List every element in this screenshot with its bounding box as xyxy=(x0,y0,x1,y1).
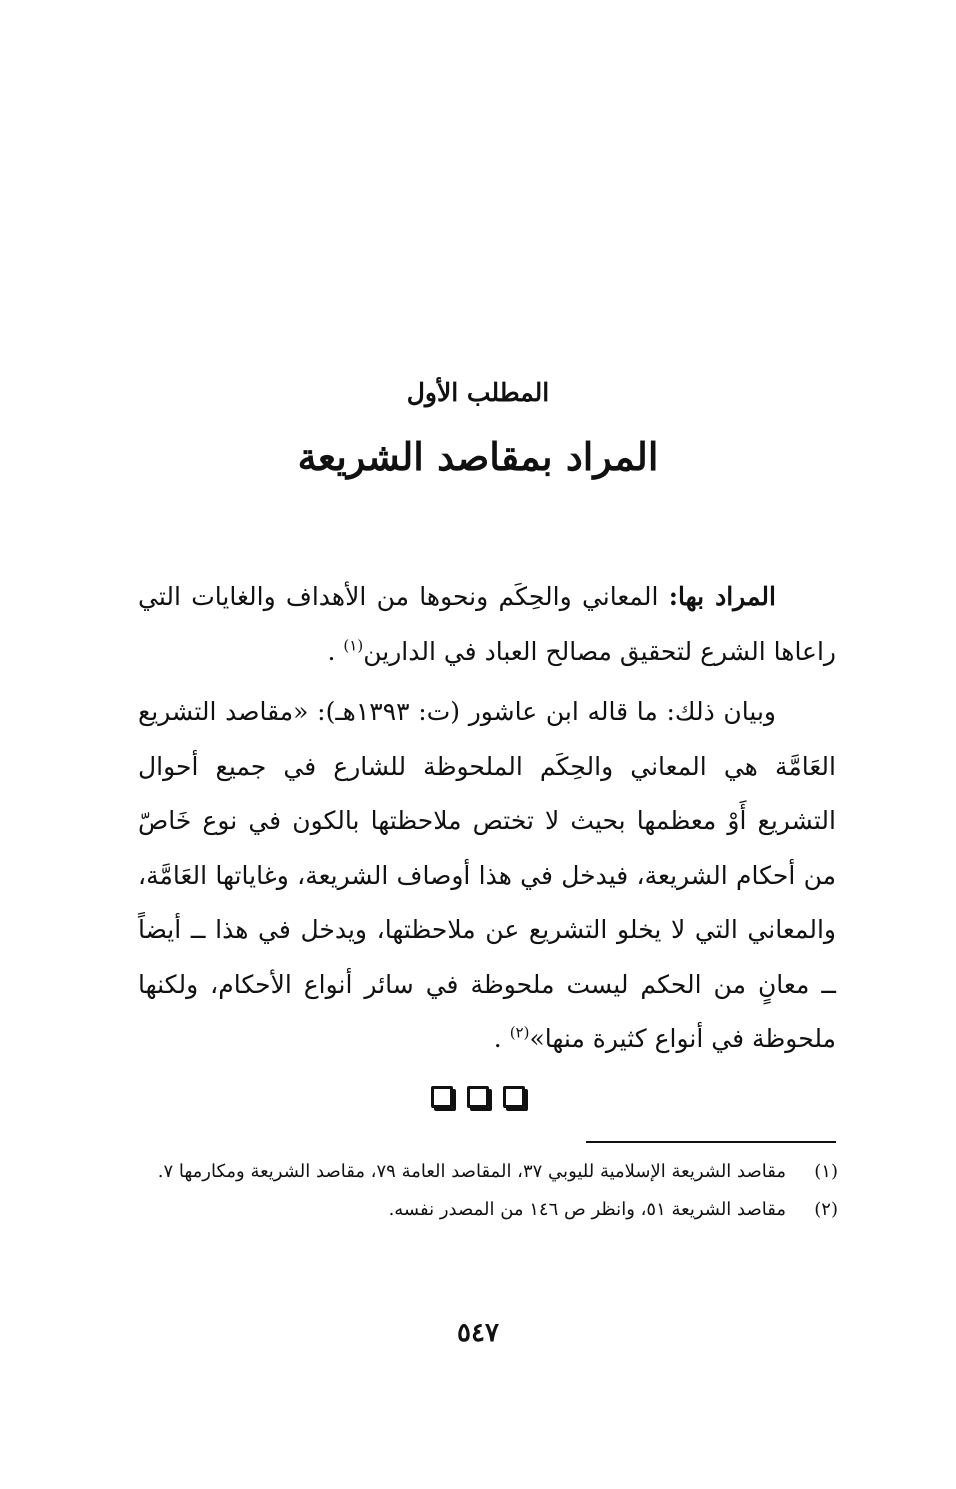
square-ornament-icon xyxy=(503,1086,525,1108)
footnote-2 xyxy=(138,1193,838,1227)
square-ornament-icon xyxy=(467,1086,489,1108)
definition-end: . xyxy=(327,636,344,666)
square-ornament-icon xyxy=(431,1086,453,1108)
section-end-ornament xyxy=(0,1086,956,1108)
definition-lead: المراد بها: xyxy=(668,582,776,611)
footnote-divider xyxy=(586,1141,836,1143)
footnote-text: مقاصد الشريعة الإسلامية لليوبي ٣٧، المقاصد العامة ٧٩، مقاصد الشريعة ومكارمها ٧. xyxy=(157,1161,786,1182)
footnote-number: (٢) xyxy=(814,1199,838,1220)
section-title: المراد بمقاصد الشريعة xyxy=(297,434,659,479)
definition-text: المعاني والحِكَم ونحوها من الأهداف والغايات التي راعاها الشرع لتحقيق مصالح العباد في الدارين xyxy=(138,582,836,666)
body-text xyxy=(138,570,836,1067)
footnote-ref-1: (١) xyxy=(343,636,364,655)
paragraph-definition xyxy=(138,570,836,679)
footnote-number: (١) xyxy=(814,1161,838,1182)
page-number: ٥٤٧ xyxy=(457,1318,499,1348)
section-label: المطلب الأول xyxy=(406,378,550,407)
footnotes xyxy=(138,1155,838,1231)
footnote-text: مقاصد الشريعة ٥١، وانظر ص ١٤٦ من المصدر نفسه. xyxy=(388,1199,786,1220)
quote-end: . xyxy=(493,1024,510,1053)
footnote-ref-2: (٢) xyxy=(509,1023,530,1042)
footnote-1 xyxy=(138,1155,838,1189)
quote-text: وبيان ذلك: ما قاله ابن عاشور (ت: ١٣٩٣هـ): «مقاصد التشريع العَامَّة هي المعاني والحِكَم الملحوظة للشارع في جميع أحوال التشريع أَوْ معظمها بحيث لا تختص ملاحظتها بالكون في نوع خَاصّ من أحكام الشريعة، فيدخل في هذا أوصاف الشريعة، وغاياتها العَامَّة، والمعاني التي لا يخلو التشريع عن ملاحظتها، ويدخل في هذا ــ أيضاً ــ معانٍ من الحكم ليست ملحوظة في سائر أنواع الأحكام، ولكنها ملحوظة في أنواع كثيرة منها» xyxy=(138,697,836,1053)
paragraph-quote xyxy=(138,685,836,1067)
